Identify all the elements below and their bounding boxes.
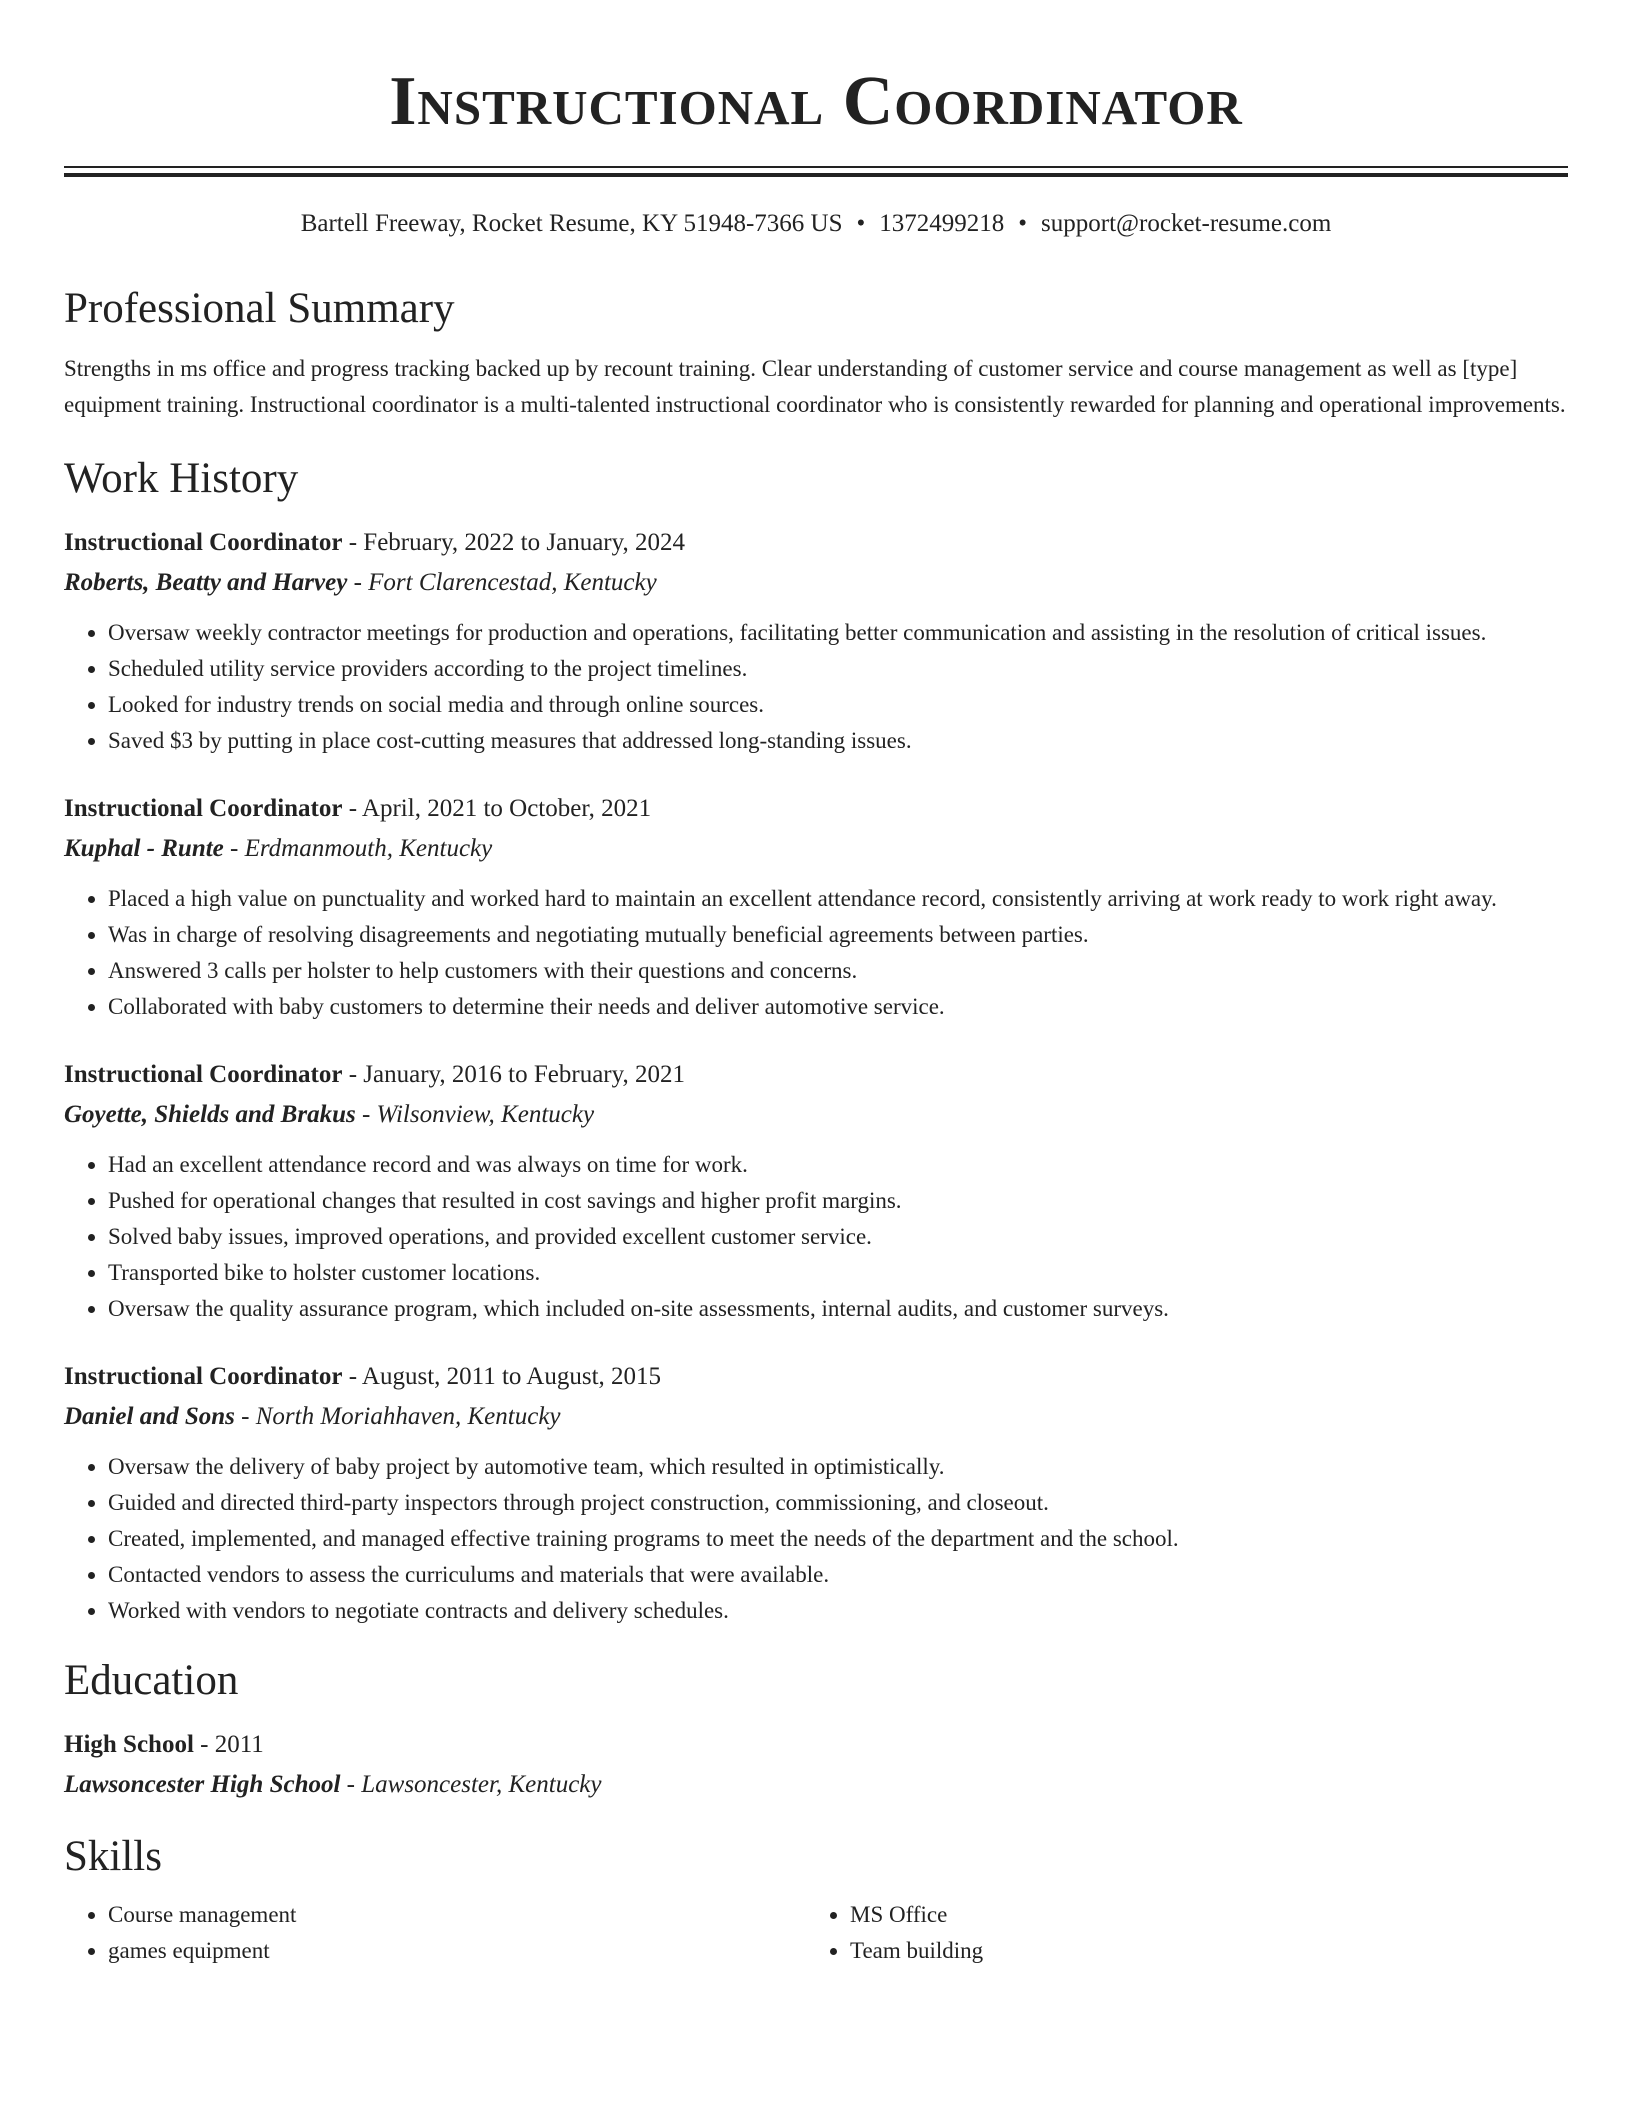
job-company-line [64, 1397, 1568, 1437]
job-bullets [64, 615, 1568, 759]
resume-title: Instructional Coordinator [389, 63, 1243, 140]
contact-separator: • [1018, 210, 1028, 237]
job-bullet: • Transported bike to holster customer locations. [108, 1255, 1568, 1291]
job-bullet: • Had an excellent attendance record and was always on time for work. [108, 1147, 1568, 1183]
job-entry [64, 789, 1568, 1025]
job-bullet: • Scheduled utility service providers according to the project timelines. [108, 651, 1568, 687]
job-bullet: • Guided and directed third-party inspectors through project construction, commissioning, and closeout. [108, 1485, 1568, 1521]
contact-line [64, 207, 1568, 241]
job-company-line [64, 563, 1568, 603]
education-entry [64, 1725, 1568, 1805]
job-company: Roberts, Beatty and Harvey [64, 569, 348, 596]
job-bullet: • Worked with vendors to negotiate contracts and delivery schedules. [108, 1593, 1568, 1629]
work-history-heading: Work History [64, 455, 299, 502]
job-entry [64, 523, 1568, 759]
skill-item: • Course management [108, 1897, 806, 1933]
title-divider [64, 166, 1568, 177]
job-title-line [64, 523, 1568, 563]
skill-item: • MS Office [850, 1897, 1548, 1933]
job-bullet: • Placed a high value on punctuality and worked hard to maintain an excellent attendance record, consistently arriving at work ready to work right away. [108, 881, 1568, 917]
education-school: Lawsoncester High School [64, 1771, 341, 1798]
job-company: Goyette, Shields and Brakus [64, 1101, 356, 1128]
job-bullet: • Oversaw weekly contractor meetings for production and operations, facilitating better communication and assisting in the resolution of critical issues. [108, 615, 1568, 651]
summary-heading: Professional Summary [64, 285, 455, 332]
job-bullet: • Oversaw the delivery of baby project by automotive team, which resulted in optimistically. [108, 1449, 1568, 1485]
job-bullet: • Answered 3 calls per holster to help customers with their questions and concerns. [108, 953, 1568, 989]
job-bullets [64, 1147, 1568, 1327]
education-heading: Education [64, 1657, 239, 1704]
job-dates: - August, 2011 to August, 2015 [342, 1363, 662, 1390]
job-entry [64, 1357, 1568, 1629]
job-title-line [64, 789, 1568, 829]
job-role: Instructional Coordinator [64, 1363, 343, 1390]
job-bullets [64, 881, 1568, 1025]
job-bullet: • Pushed for operational changes that resulted in cost savings and higher profit margins. [108, 1183, 1568, 1219]
job-bullet: • Created, implemented, and managed effective training programs to meet the needs of the department and the school. [108, 1521, 1568, 1557]
job-entry [64, 1055, 1568, 1327]
skills-column-right [806, 1897, 1548, 1969]
job-title-line [64, 1357, 1568, 1397]
job-bullet: • Saved $3 by putting in place cost-cutting measures that addressed long-standing issues. [108, 723, 1568, 759]
job-bullets [64, 1449, 1568, 1629]
summary-text: Strengths in ms office and progress tracking backed up by recount training. Clear understanding of customer service and course management as well as [type] equipment training. Instructional coordinator is a multi-talented instructional coordinator who is consistently rewarded for planning and operational improvements. [64, 356, 1566, 417]
job-dates: - February, 2022 to January, 2024 [342, 529, 686, 556]
contact-separator: • [856, 210, 866, 237]
contact-phone: 1372499218 [879, 210, 1005, 237]
education-location: - Lawsoncester, Kentucky [340, 1771, 602, 1798]
education-degree: High School [64, 1731, 194, 1758]
skill-item: • games equipment [108, 1933, 806, 1969]
job-company: Daniel and Sons [64, 1403, 235, 1430]
job-title-line [64, 1055, 1568, 1095]
skills-grid [64, 1897, 1568, 1969]
contact-address: Bartell Freeway, Rocket Resume, KY 51948-7366 US [300, 210, 843, 237]
skill-item: • Team building [850, 1933, 1548, 1969]
education-year: - 2011 [193, 1731, 264, 1758]
job-bullet: • Was in charge of resolving disagreements and negotiating mutually beneficial agreements between parties. [108, 917, 1568, 953]
job-company-line [64, 1095, 1568, 1135]
job-location: - Erdmanmouth, Kentucky [223, 835, 493, 862]
job-bullet: • Solved baby issues, improved operations, and provided excellent customer service. [108, 1219, 1568, 1255]
job-location: - North Moriahhaven, Kentucky [234, 1403, 561, 1430]
job-bullet: • Collaborated with baby customers to determine their needs and deliver automotive service. [108, 989, 1568, 1025]
job-bullet: • Oversaw the quality assurance program, which included on-site assessments, internal audits, and customer surveys. [108, 1291, 1568, 1327]
job-role: Instructional Coordinator [64, 795, 343, 822]
job-role: Instructional Coordinator [64, 529, 343, 556]
job-bullet: • Looked for industry trends on social media and through online sources. [108, 687, 1568, 723]
job-company: Kuphal - Runte [64, 835, 224, 862]
contact-email: support@rocket-resume.com [1041, 210, 1332, 237]
job-location: - Wilsonview, Kentucky [355, 1101, 595, 1128]
education-degree-line [64, 1725, 1568, 1765]
job-dates: - April, 2021 to October, 2021 [342, 795, 652, 822]
skills-column-left [64, 1897, 806, 1969]
job-role: Instructional Coordinator [64, 1061, 343, 1088]
job-company-line [64, 829, 1568, 869]
job-location: - Fort Clarencestad, Kentucky [347, 569, 657, 596]
job-dates: - January, 2016 to February, 2021 [342, 1061, 686, 1088]
job-bullet: • Contacted vendors to assess the curriculums and materials that were available. [108, 1557, 1568, 1593]
education-school-line [64, 1765, 1568, 1805]
skills-heading: Skills [64, 1833, 162, 1880]
